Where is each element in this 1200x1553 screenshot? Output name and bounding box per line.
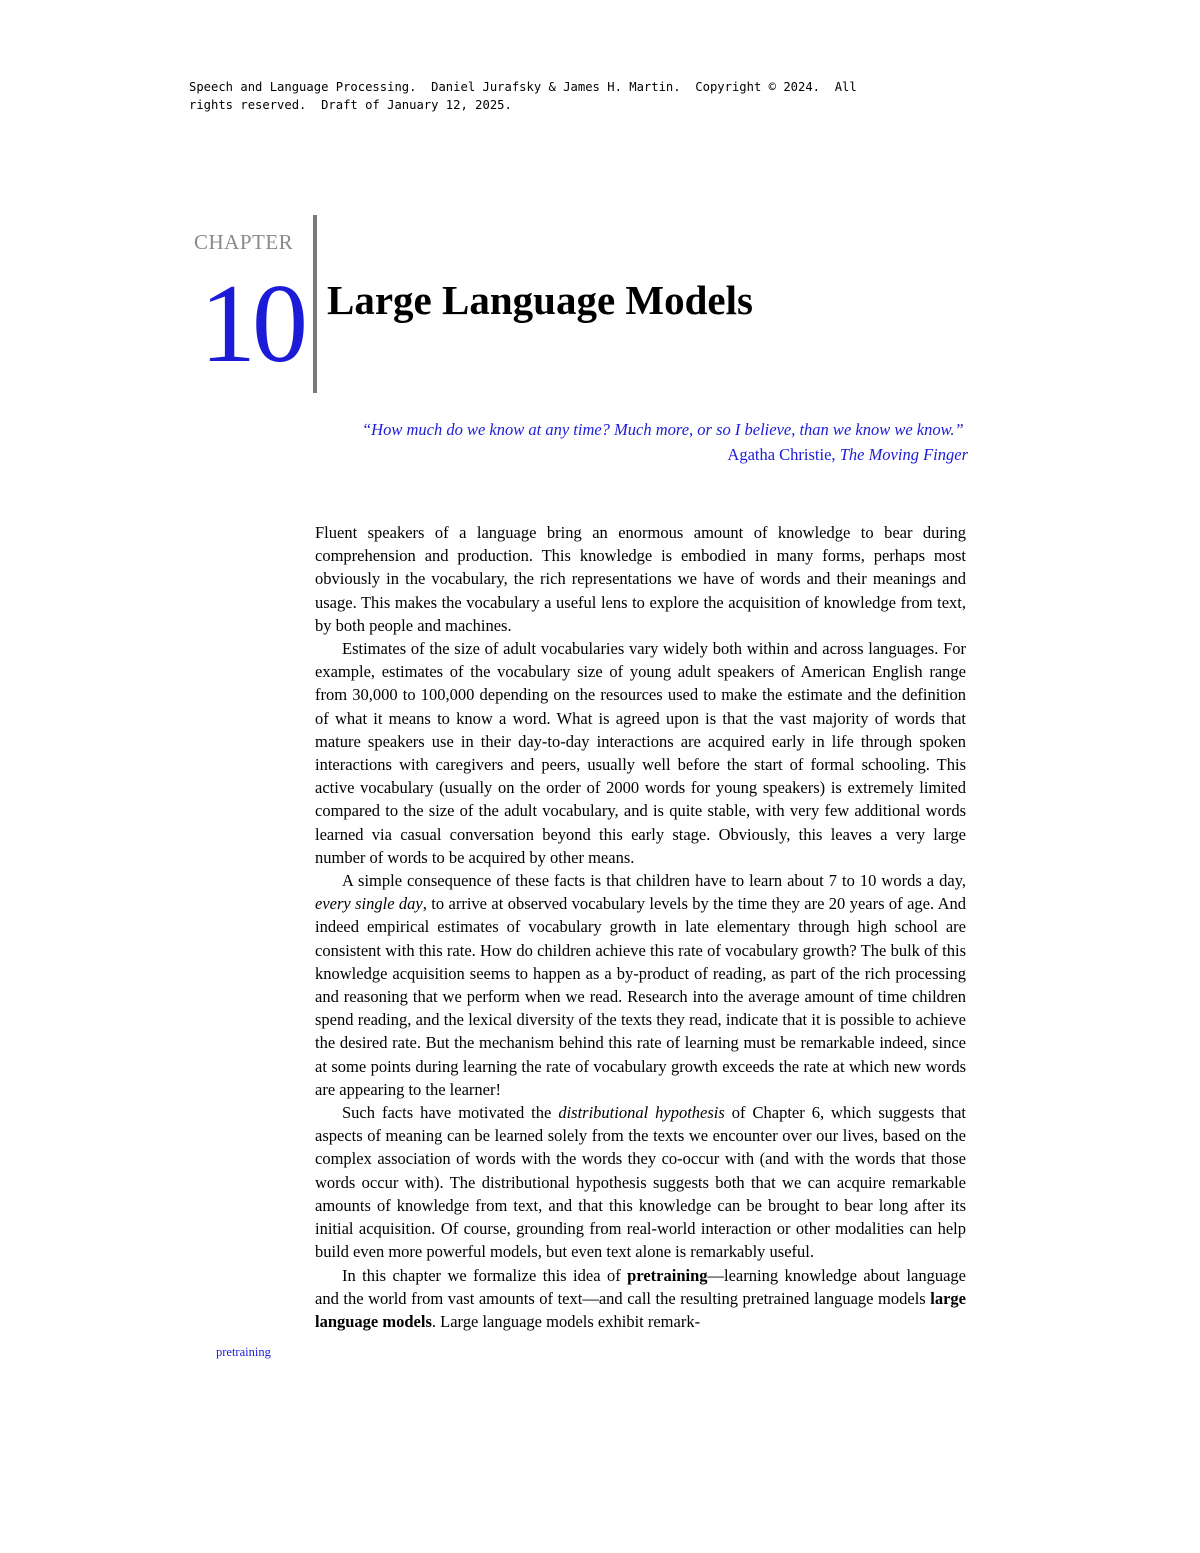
term-pretraining: pretraining	[627, 1265, 708, 1285]
epigraph-quote: “How much do we know at any time? Much more, or so I believe, than we know we know.”	[362, 420, 964, 439]
paragraph-3-emphasis: every single day	[315, 894, 423, 914]
paragraph-4-emphasis: distributional hypothesis	[558, 1103, 725, 1123]
paragraph-5-text-c: . Large language models exhibit remark-	[431, 1311, 701, 1331]
epigraph-attribution	[362, 443, 968, 466]
running-header	[189, 78, 979, 114]
paragraph-5-text-b: —learning knowledge about language and the world from vast amounts of text—and call the resulting pretrained language models	[315, 1265, 966, 1308]
margin-note-pretraining: pretraining	[216, 1345, 271, 1359]
chapter-body	[315, 521, 966, 1333]
paragraph-5-text-a: In this chapter we formalize this idea of	[342, 1265, 628, 1285]
paragraph-3-text-a: A simple consequence of these facts is that children have to learn about 7 to 10 words a day,	[342, 871, 966, 891]
paragraph-3-text-b: , to arrive at observed vocabulary levels by the time they are 20 years of age. And indeed empirical estimates of vocabulary growth in late elementary through high school are consistent with this rate. How do children achieve this rate of vocabulary growth? The bulk of this knowledge acquisition seems to happen as a by-product of reading, as part of the rich processing and reasoning that we perform when we read. Research into the average amount of time children spend reading, and the lexical diversity of the texts they read, indicate that it is possible to achieve the desired rate. But the mechanism behind this rate of learning must be remarkable indeed, since at some points during learning the rate of vocabulary growth exceeds the rate at which new words are appearing to the learner!	[315, 894, 967, 1099]
paragraph-1: Fluent speakers of a language bring an enormous amount of knowledge to bear during comprehension and production. This knowledge is embodied in many forms, perhaps most obviously in the vocabulary, the rich representations we have of words and their meanings and usage. This makes the vocabulary a useful lens to explore the acquisition of knowledge from text, by both people and machines.	[315, 523, 966, 635]
epigraph	[362, 418, 968, 466]
chapter-divider-rule	[313, 215, 317, 393]
header-line-1: Speech and Language Processing. Daniel Jurafsky & James H. Martin. Copyright © 2024. All	[189, 80, 857, 94]
chapter-label: CHAPTER	[194, 230, 294, 254]
term-large-language-models: large language models	[315, 1288, 966, 1331]
header-line-2: rights reserved. Draft of January 12, 2025.	[189, 98, 512, 112]
chapter-number: 10	[200, 262, 304, 386]
paragraph-3	[315, 869, 966, 1101]
epigraph-author: Agatha Christie,	[727, 445, 840, 464]
epigraph-work: The Moving Finger	[839, 445, 968, 464]
paragraph-4-text-b: of Chapter 6, which suggests that aspects of meaning can be learned solely from the texts we encounter over our lives, based on the complex association of words with the words they co-occur with (and with the words that those words occur with). The distributional hypothesis suggests both that we can acquire remarkable amounts of knowledge from text, and that this knowledge can be brought to bear long after its initial acquisition. Of course, grounding from real-world interaction or other modalities can help build even more powerful models, but even text alone is remarkably useful.	[315, 1103, 966, 1262]
paragraph-4	[315, 1101, 966, 1263]
paragraph-4-text-a: Such facts have motivated the	[342, 1103, 559, 1123]
paragraph-2: Estimates of the size of adult vocabularies vary widely both within and across languages. For example, estimates of the vocabulary size of young adult speakers of American English range from 30,000 to 100,000 depending on the resources used to make the estimate and the definition of what it means to know a word. What is agreed upon is that the vast majority of words that mature speakers use in their day-to-day interactions are acquired early in life through spoken interactions with caregivers and peers, usually well before the start of formal schooling. This active vocabulary (usually on the order of 2000 words for young speakers) is extremely limited compared to the size of the adult vocabulary, and is quite stable, with very few additional words learned via casual conversation beyond this early stage. Obviously, this leaves a very large number of words to be acquired by other means.	[315, 639, 966, 867]
paragraph-5	[315, 1264, 966, 1334]
chapter-title: Large Language Models	[327, 277, 753, 323]
